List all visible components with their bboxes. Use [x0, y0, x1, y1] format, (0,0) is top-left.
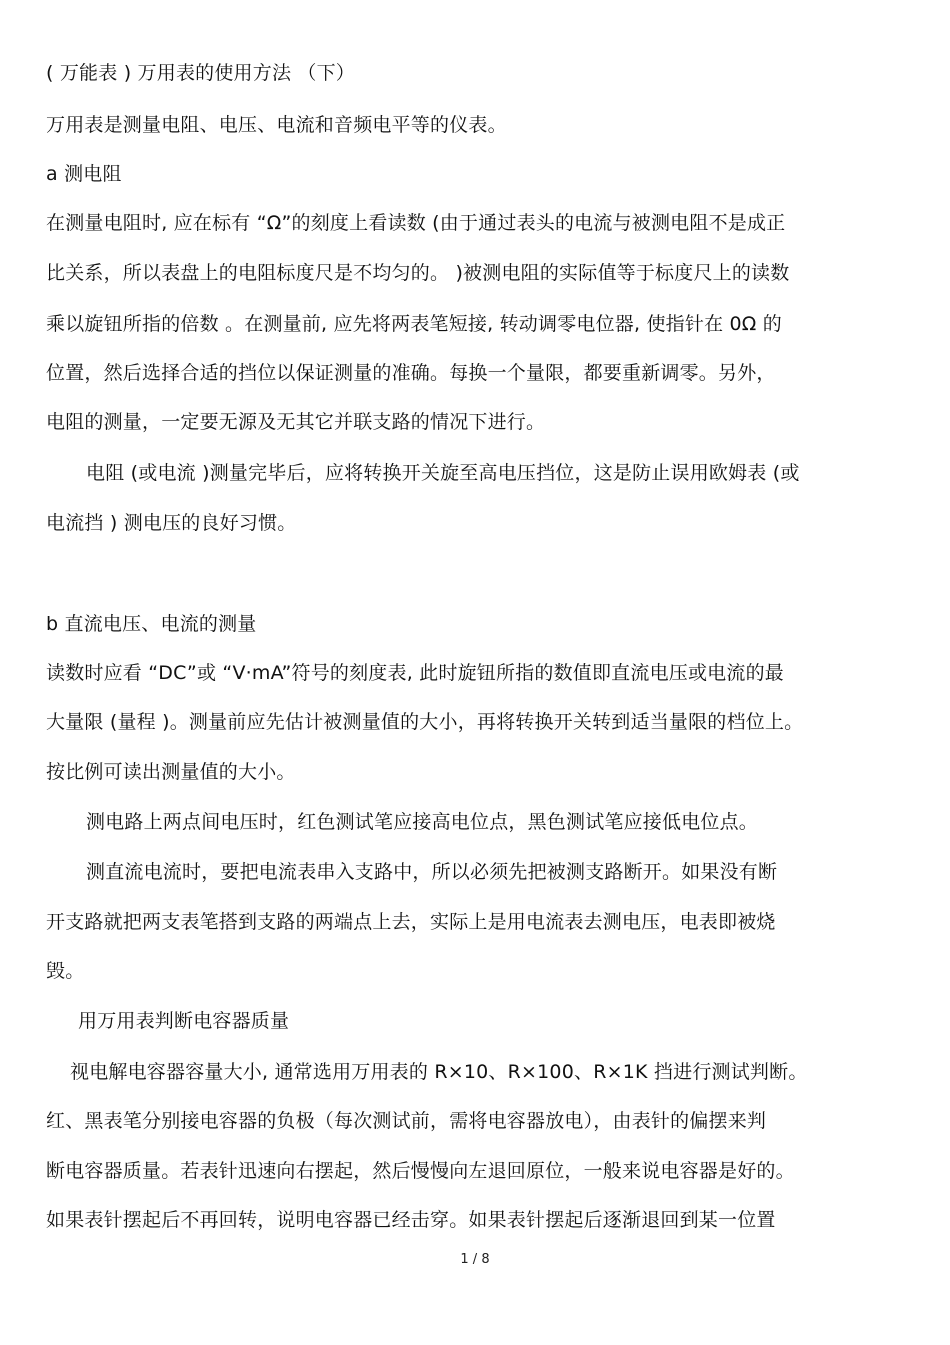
text-line: 电流挡 ) 测电压的良好习惯。 — [46, 512, 297, 534]
text-line: 大量限 (量程 )。测量前应先估计被测量值的大小，再将转换开关转到适当量限的档位上。 — [46, 711, 804, 733]
text-line: 开支路就把两支表笔搭到支路的两端点上去，实际上是用电流表去测电压，电表即被烧 — [46, 911, 776, 933]
text-line: 读数时应看 “DC”或 “V·mA”符号的刻度表, 此时旋钮所指的数值即直流电压或电流的最 — [46, 662, 784, 684]
intro-line: 万用表是测量电阻、电压、电流和音频电平等的仪表。 — [46, 114, 507, 136]
text-line: 比关系，所以表盘上的电阻标度尺是不均匀的。 )被测电阻的实际值等于标度尺上的读数 — [46, 262, 790, 284]
text-line: 测电路上两点间电压时，红色测试笔应接高电位点，黑色测试笔应接低电位点。 — [86, 811, 759, 833]
text-line: 按比例可读出测量值的大小。 — [46, 761, 296, 783]
text-line: 测直流电流时，要把电流表串入支路中，所以必须先把被测支路断开。如果没有断 — [86, 861, 778, 883]
page-number: 1 / 8 — [460, 1252, 490, 1267]
text-line: 毁。 — [46, 960, 85, 982]
text-line: 如果表针摆起后不再回转，说明电容器已经击穿。如果表针摆起后逐渐退回到某一位置 — [46, 1209, 776, 1231]
subheading-capacitor: 用万用表判断电容器质量 — [78, 1010, 290, 1032]
text-line: 乘以旋钮所指的倍数 。在测量前, 应先将两表笔短接, 转动调零电位器, 使指针在 0Ω 的 — [46, 313, 782, 335]
text-line: 红、黑表笔分别接电容器的负极（每次测试前，需将电容器放电），由表针的偏摆来判 — [46, 1110, 767, 1132]
text-line: 断电容器质量。若表针迅速向右摆起，然后慢慢向左退回原位，一般来说电容器是好的。 — [46, 1160, 795, 1182]
text-line: 位置，然后选择合适的挡位以保证测量的准确。每换一个量限，都要重新调零。另外， — [46, 362, 776, 384]
text-line: 电阻 (或电流 )测量完毕后，应将转换开关旋至高电压挡位，这是防止误用欧姆表 (或 — [86, 462, 800, 484]
text-line: 视电解电容器容量大小, 通常选用万用表的 R×10、R×100、R×1K 挡进行测试判断。 — [70, 1061, 808, 1083]
text-line: 在测量电阻时, 应在标有 “Ω”的刻度上看读数 (由于通过表头的电流与被测电阻不是成正 — [46, 212, 786, 234]
section-heading-b: b 直流电压、电流的测量 — [46, 613, 257, 635]
section-heading-a: a 测电阻 — [46, 163, 122, 185]
document-title: ( 万能表 ) 万用表的使用方法 （下） — [46, 62, 355, 84]
text-line: 电阻的测量，一定要无源及无其它并联支路的情况下进行。 — [46, 411, 546, 433]
